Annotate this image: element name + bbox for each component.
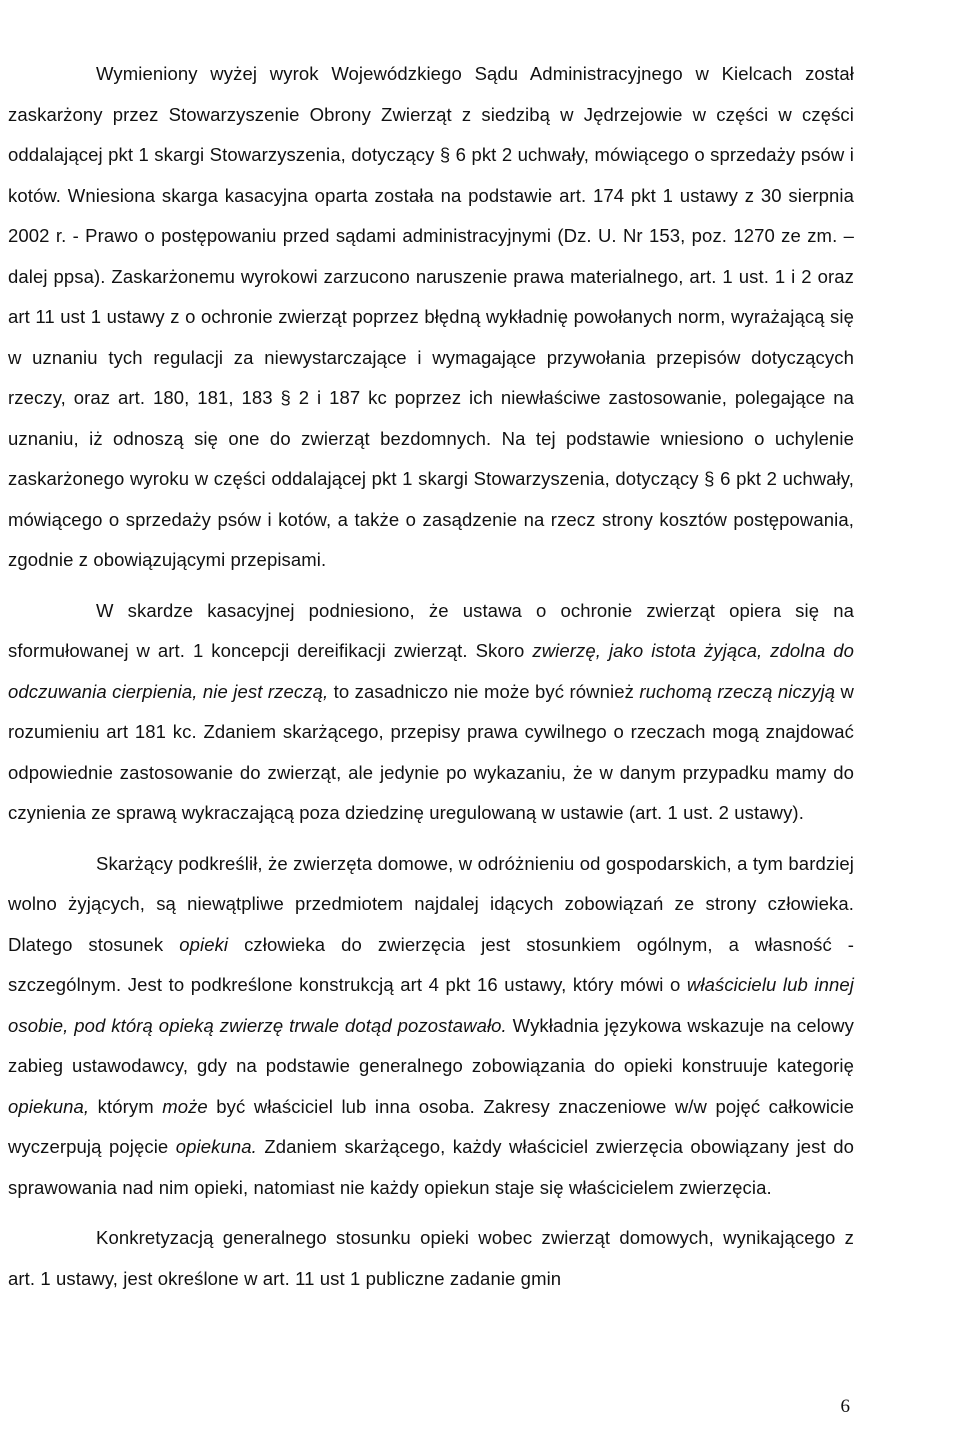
text-segment: którym bbox=[89, 1095, 163, 1117]
text-segment: Wykładnia językowa wskazuje na celowy zabieg ustawodawcy, gdy na podstawie generalnego zobowiązania do opieki konstruuje kategorię bbox=[8, 1014, 854, 1076]
italic-segment: opiekuna, bbox=[8, 1095, 90, 1117]
italic-segment: ruchomą rzeczą niczyją bbox=[639, 680, 836, 702]
page-number: 6 bbox=[840, 1396, 850, 1417]
text-segment: to zasadniczo nie może być również bbox=[328, 680, 640, 702]
paragraph-4 bbox=[8, 1218, 854, 1299]
text-segment: człowieka do zwierzęcia jest stosunkiem ogólnym, a własność - szczególnym. Jest to podkreślone konstrukcją art 4 pkt 16 ustawy, który mówi o bbox=[8, 933, 854, 995]
italic-segment: właścicielu lub innej osobie, pod którą opieką zwierzę trwale dotąd pozostawało. bbox=[8, 974, 854, 1036]
text-segment: być właściciel lub inna osoba. Zakresy znaczeniowe w/w pojęć całkowicie wyczerpują pojęcie bbox=[8, 1095, 854, 1157]
italic-segment: opiekuna. bbox=[175, 1136, 257, 1157]
text-segment: Skarżący podkreślił, że zwierzęta domowe, w odróżnieniu od gospodarskich, a tym bardziej wolno żyjących, są niewątpliwe przedmiotem najdalej idących zobowiązań ze strony człowieka. Dlatego stosunek bbox=[8, 852, 854, 955]
paragraph-3 bbox=[8, 844, 854, 1209]
text-segment: Zdaniem skarżącego, każdy właściciel zwierzęcia obowiązany jest do sprawowania nad nim opieki, natomiast nie każdy opiekun staje się właścicielem zwierzęcia. bbox=[8, 1136, 854, 1198]
document-body bbox=[8, 54, 854, 1299]
text-segment: Wymieniony wyżej wyrok Wojewódzkiego Sądu Administracyjnego w Kielcach został zaskarżony przez Stowarzyszenie Obrony Zwierząt z siedzibą w Jędrzejowie w części w części oddalającej pkt 1 skargi Stowarzyszenia, dotyczący § 6 pkt 2 uchwały, mówiącego o sprzedaży psów i kotów. Wniesiona skarga kasacyjna oparta została na podstawie art. 174 pkt 1 ustawy z 30 sierpnia 2002 r. - Prawo o postępowaniu przed sądami administracyjnymi (Dz. U. Nr 153, poz. 1270 ze zm. – dalej ppsa). Zaskarżonemu wyrokowi zarzucono naruszenie prawa materialnego, art. 1 ust. 1 i 2 oraz art 11 ust 1 ustawy z o ochronie zwierząt poprzez błędną wykładnię powołanych norm, wyrażającą się w uznaniu tych regulacji za niewystarczające i wymagające przywołania przepisów dotyczących rzeczy, oraz art. 180, 181, 183 § 2 i 187 kc poprzez ich niewłaściwe zastosowanie, polegające na uznaniu, iż odnoszą się one do zwierząt bezdomnych. Na tej podstawie wniesiono o uchylenie zaskarżonego wyroku w części oddalającej pkt 1 skargi Stowarzyszenia, dotyczący § 6 pkt 2 uchwały, mówiącego o sprzedaży psów i kotów, a także o zasądzenie na rzecz strony kosztów postępowania, zgodnie z obowiązującymi przepisami. bbox=[8, 63, 854, 570]
italic-segment: opieki bbox=[179, 933, 229, 955]
paragraph-2 bbox=[8, 591, 854, 834]
text-segment: w rozumieniu art 181 kc. Zdaniem skarżącego, przepisy prawa cywilnego o rzeczach mogą znajdować odpowiednie zastosowanie do zwierząt, ale jedynie po wykazaniu, że w danym przypadku mamy do czynienia ze sprawą wykraczającą poza dziedzinę uregulowaną w ustawie (art. 1 ust. 2 ustawy). bbox=[8, 680, 855, 823]
text-segment: W skardze kasacyjnej podniesiono, że ustawa o ochronie zwierząt opiera się na sformułowanej w art. 1 koncepcji dereifikacji zwierząt. Skoro bbox=[8, 599, 854, 661]
text-segment: Konkretyzacją generalnego stosunku opieki wobec zwierząt domowych, wynikającego z art. 1 ustawy, jest określone w art. 11 ust 1 publiczne zadanie gmin bbox=[8, 1227, 854, 1289]
paragraph-1 bbox=[8, 54, 854, 581]
italic-segment: zwierzę, jako istota żyjąca, zdolna do odczuwania cierpienia, nie jest rzeczą, bbox=[8, 640, 854, 702]
italic-segment: może bbox=[162, 1095, 208, 1117]
